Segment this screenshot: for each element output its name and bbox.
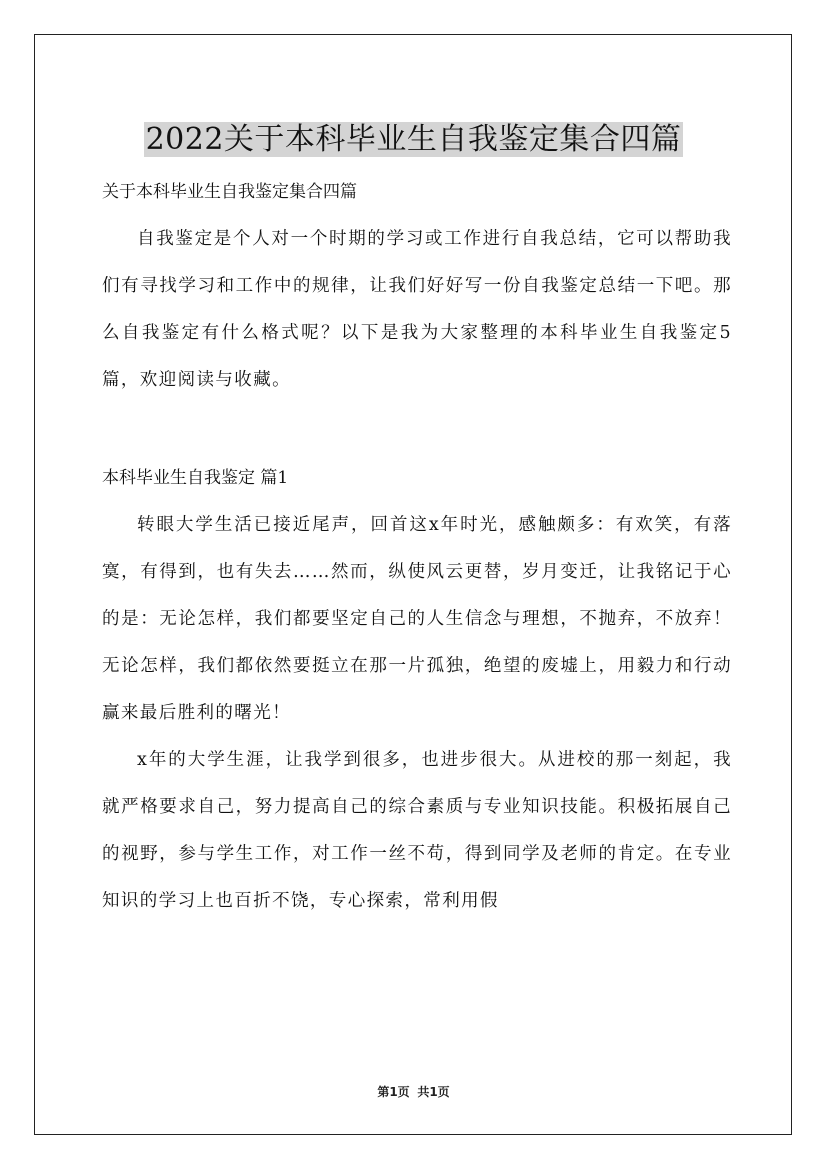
body-paragraph-1: 转眼大学生活已接近尾声，回首这x年时光，感触颇多：有欢笑，有落寞，有得到，也有失去……然而，纵使风云更替，岁月变迁，让我铭记于心的是：无论怎样，我们都要坚定自己的人生信念与理想，不抛弃，不放弃！无论怎样，我们都依然要挺立在那一片孤独，绝望的废墟上，用毅力和行动赢来最后胜利的曙光！	[102, 515, 732, 723]
page-footer	[0, 1083, 827, 1100]
page-number: 第1页	[377, 1085, 410, 1099]
intro-paragraph: 自我鉴定是个人对一个时期的学习或工作进行自我总结，它可以帮助我们有寻找学习和工作中的规律，让我们好好写一份自我鉴定总结一下吧。那么自我鉴定有什么格式呢？以下是我为大家整理的本科毕业生自我鉴定5篇，欢迎阅读与收藏。	[102, 229, 732, 390]
section-heading: 本科毕业生自我鉴定 篇1	[102, 468, 289, 488]
body-paragraph-2: x年的大学生涯，让我学到很多，也进步很大。从进校的那一刻起，我就严格要求自己，努力提高自己的综合素质与专业知识技能。积极拓展自己的视野，参与学生工作，对工作一丝不苟，得到同学及老师的肯定。在专业知识的学习上也百折不饶，专心探索，常利用假	[102, 750, 732, 911]
page-total: 共1页	[417, 1085, 450, 1099]
document-title-text: 2022关于本科毕业生自我鉴定集合四篇	[145, 122, 682, 158]
spacer	[102, 404, 732, 460]
document-body	[102, 174, 732, 925]
document-title	[0, 118, 827, 162]
document-subtitle: 关于本科毕业生自我鉴定集合四篇	[102, 182, 357, 202]
